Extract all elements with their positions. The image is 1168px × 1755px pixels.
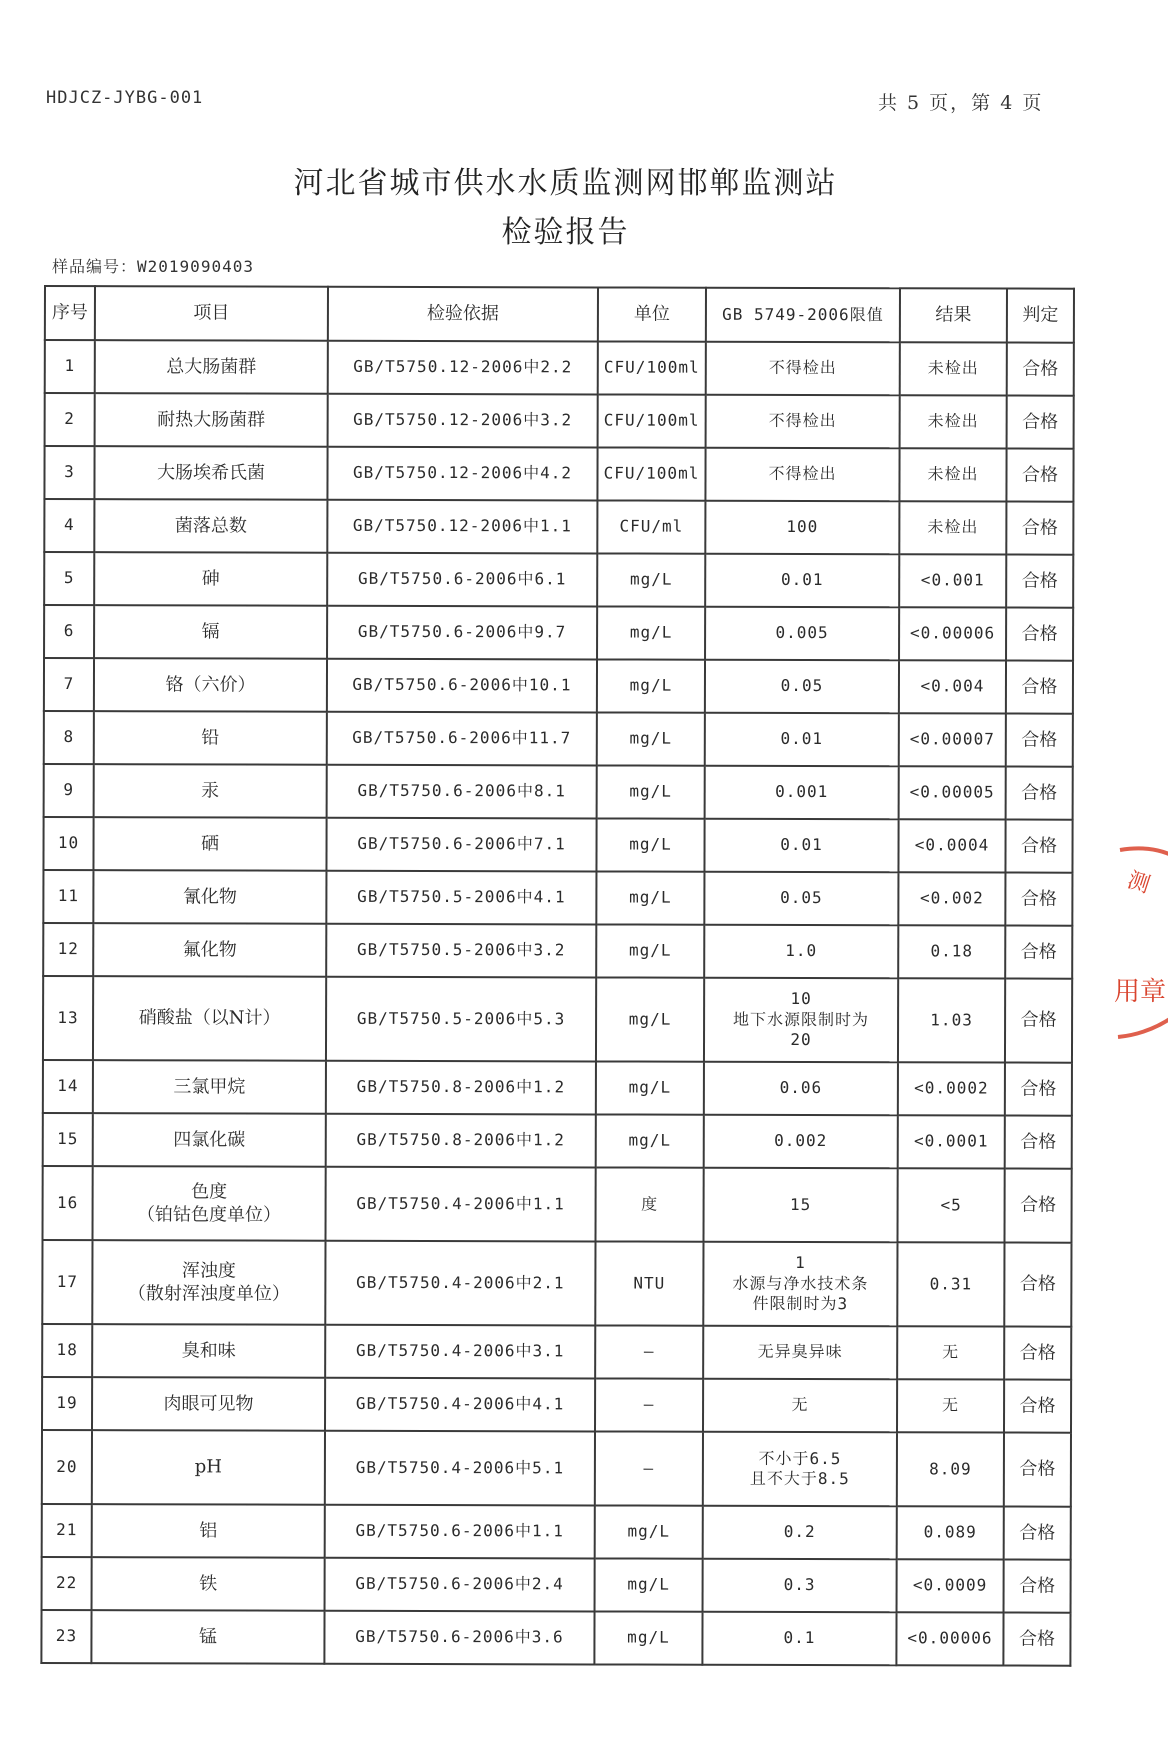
cell-limit-line: 0.3 xyxy=(783,1575,816,1595)
cell-item xyxy=(93,1113,326,1167)
cell-item-line: pH xyxy=(194,1456,223,1478)
cell-result: 无 xyxy=(897,1326,1004,1379)
cell-item-line: 氰化物 xyxy=(182,886,237,908)
cell-item-line: 镉 xyxy=(201,621,220,643)
cell-limit xyxy=(703,1432,897,1507)
cell-verdict: 合格 xyxy=(1005,979,1072,1063)
table-row xyxy=(44,658,1073,714)
cell-verdict: 合格 xyxy=(1006,714,1073,767)
cell-verdict: 合格 xyxy=(1004,1433,1071,1507)
cell-unit: mg/L xyxy=(597,606,705,659)
cell-item-line: 浑浊度 xyxy=(181,1260,236,1282)
seal-text-top: 测 xyxy=(1124,867,1153,899)
col-header-unit: 单位 xyxy=(598,287,706,341)
cell-limit xyxy=(705,607,899,661)
sample-number xyxy=(52,254,254,277)
cell-item-line: 臭和味 xyxy=(181,1340,236,1362)
cell-unit: mg/L xyxy=(597,712,705,765)
cell-result: <0.00006 xyxy=(899,607,1006,660)
cell-verdict: 合格 xyxy=(1006,449,1073,502)
cell-verdict: 合格 xyxy=(1004,1327,1071,1380)
cell-basis: GB/T5750.6-2006中9.7 xyxy=(327,606,597,660)
cell-result: 无 xyxy=(897,1379,1004,1432)
official-seal xyxy=(1110,832,1168,1052)
cell-no: 20 xyxy=(42,1430,92,1504)
cell-verdict: 合格 xyxy=(1005,1116,1072,1169)
cell-verdict: 合格 xyxy=(1004,1380,1071,1433)
cell-limit xyxy=(704,978,898,1063)
cell-item-line: 氟化物 xyxy=(182,939,237,961)
cell-verdict: 合格 xyxy=(1006,555,1073,608)
cell-result: 0.089 xyxy=(897,1506,1004,1559)
cell-limit-line: 不得检出 xyxy=(768,464,837,484)
cell-basis: GB/T5750.12-2006中2.2 xyxy=(328,341,598,395)
cell-no: 21 xyxy=(42,1504,92,1557)
table-row xyxy=(41,1610,1070,1666)
cell-basis: GB/T5750.5-2006中4.1 xyxy=(326,871,596,925)
cell-result: <0.004 xyxy=(899,660,1006,713)
cell-result: <0.00007 xyxy=(899,713,1006,766)
cell-no: 19 xyxy=(42,1377,92,1430)
cell-basis: GB/T5750.4-2006中3.1 xyxy=(325,1325,595,1379)
cell-limit-line: 0.01 xyxy=(780,835,823,855)
cell-limit-line: 且不大于8.5 xyxy=(749,1468,850,1489)
cell-no: 18 xyxy=(42,1324,92,1377)
table-row xyxy=(44,552,1073,608)
col-header-no: 序号 xyxy=(45,286,95,340)
cell-limit xyxy=(704,1062,898,1116)
doc-code: HDJCZ-JYBG-001 xyxy=(46,88,204,108)
cell-no: 22 xyxy=(42,1557,92,1610)
cell-limit-line: 0.1 xyxy=(783,1628,816,1648)
col-header-result: 结果 xyxy=(900,288,1007,342)
results-table xyxy=(40,285,1075,1667)
cell-result: <5 xyxy=(897,1168,1004,1242)
cell-no: 17 xyxy=(42,1240,92,1324)
cell-item-line: 铅 xyxy=(201,727,220,749)
cell-unit: CFU/ml xyxy=(597,500,705,553)
cell-verdict: 合格 xyxy=(1006,661,1073,714)
table-row xyxy=(45,340,1074,396)
cell-basis: GB/T5750.6-2006中1.1 xyxy=(325,1505,595,1559)
table-header-row xyxy=(45,286,1074,343)
cell-unit: — xyxy=(595,1378,703,1431)
cell-result: <0.00006 xyxy=(896,1612,1003,1665)
cell-no: 7 xyxy=(44,658,94,711)
cell-no: 23 xyxy=(41,1610,91,1663)
cell-basis: GB/T5750.12-2006中1.1 xyxy=(327,500,597,554)
cell-item-line: 砷 xyxy=(201,568,220,590)
cell-result: <0.0002 xyxy=(898,1062,1005,1115)
cell-no: 16 xyxy=(42,1166,92,1240)
cell-item-line: 大肠埃希氏菌 xyxy=(156,462,266,484)
cell-limit-line: 0.05 xyxy=(780,888,823,908)
cell-no: 8 xyxy=(44,711,94,764)
cell-result: <0.002 xyxy=(898,872,1005,925)
cell-no: 2 xyxy=(45,393,95,446)
table-row xyxy=(42,1557,1071,1613)
seal-text-bottom: 用章 xyxy=(1114,977,1167,1007)
cell-limit xyxy=(704,872,898,926)
cell-item xyxy=(94,764,327,818)
cell-item-line: 四氯化碳 xyxy=(173,1129,246,1151)
cell-basis: GB/T5750.6-2006中3.6 xyxy=(324,1611,594,1665)
cell-basis: GB/T5750.6-2006中6.1 xyxy=(327,553,597,607)
cell-limit-line: 0.01 xyxy=(780,729,824,749)
cell-limit-line: 0.01 xyxy=(780,570,824,590)
cell-item xyxy=(93,1060,326,1114)
cell-limit-line: 0.005 xyxy=(775,623,829,643)
cell-item-line: 铝 xyxy=(199,1520,218,1542)
cell-result: 8.09 xyxy=(897,1432,1004,1506)
cell-result: 0.18 xyxy=(898,925,1005,978)
cell-verdict: 合格 xyxy=(1005,1063,1072,1116)
table-row xyxy=(43,870,1072,926)
cell-basis: GB/T5750.6-2006中11.7 xyxy=(327,712,597,766)
table-row xyxy=(42,1377,1071,1433)
cell-item-line: 铬（六价） xyxy=(165,674,256,696)
report-title: 河北省城市供水水质监测网邯郸监测站 xyxy=(293,166,838,201)
cell-unit: mg/L xyxy=(596,871,704,924)
sample-number-label: 样品编号： xyxy=(52,257,138,276)
cell-limit-line: 100 xyxy=(786,517,819,537)
cell-unit: mg/L xyxy=(596,924,704,977)
cell-unit: — xyxy=(595,1325,703,1378)
cell-item-line: 锰 xyxy=(198,1626,217,1648)
cell-verdict: 合格 xyxy=(1005,926,1072,979)
col-header-verdict: 判定 xyxy=(1007,289,1074,343)
cell-verdict: 合格 xyxy=(1006,502,1073,555)
table-row xyxy=(43,1060,1072,1116)
cell-limit-line: 不得检出 xyxy=(768,358,837,378)
cell-no: 11 xyxy=(43,870,93,923)
cell-limit-line: 无 xyxy=(791,1395,809,1415)
cell-item xyxy=(92,1557,325,1611)
cell-basis: GB/T5750.5-2006中3.2 xyxy=(326,924,596,978)
cell-limit xyxy=(703,1168,897,1243)
cell-unit: mg/L xyxy=(597,765,705,818)
cell-basis: GB/T5750.12-2006中3.2 xyxy=(328,394,598,448)
cell-result: <0.0004 xyxy=(898,819,1005,872)
sample-number-value: W2019090403 xyxy=(137,257,254,276)
cell-limit-line: 无异臭异味 xyxy=(757,1342,843,1362)
cell-item-line: 总大肠菌群 xyxy=(166,356,257,378)
cell-limit-line: 件限制时为3 xyxy=(752,1294,849,1314)
cell-unit: mg/L xyxy=(596,977,704,1061)
cell-result: 未检出 xyxy=(900,395,1007,448)
table-row xyxy=(45,393,1074,449)
cell-limit-line: 0.05 xyxy=(780,676,824,696)
report-subtitle: 检验报告 xyxy=(501,215,630,250)
cell-item-line: 耐热大肠菌群 xyxy=(157,409,266,431)
cell-unit: CFU/100ml xyxy=(597,447,705,500)
cell-basis: GB/T5750.12-2006中4.2 xyxy=(327,447,597,501)
cell-result: 未检出 xyxy=(899,501,1006,554)
table-row xyxy=(44,711,1073,767)
table-row xyxy=(44,446,1073,502)
cell-limit-line: 15 xyxy=(789,1194,812,1214)
cell-basis: GB/T5750.6-2006中7.1 xyxy=(326,818,596,872)
table-row xyxy=(44,764,1073,820)
cell-item xyxy=(94,552,327,606)
cell-basis: GB/T5750.4-2006中1.1 xyxy=(325,1167,595,1242)
cell-item-line: 菌落总数 xyxy=(174,515,247,537)
cell-verdict: 合格 xyxy=(1007,396,1074,449)
cell-limit-line: 0.2 xyxy=(783,1522,816,1542)
cell-result: 0.31 xyxy=(897,1242,1004,1326)
table-row xyxy=(43,1113,1072,1169)
cell-unit: — xyxy=(595,1431,703,1505)
cell-item xyxy=(93,817,326,871)
cell-limit-line: 水源与净水技术条 xyxy=(732,1273,869,1293)
cell-limit-line: 10 xyxy=(790,989,812,1009)
table-row xyxy=(43,976,1072,1063)
cell-unit: NTU xyxy=(595,1241,703,1325)
cell-item-line: 三氯甲烷 xyxy=(173,1076,246,1098)
cell-unit: mg/L xyxy=(597,553,705,606)
table-row xyxy=(42,1324,1071,1380)
cell-basis: GB/T5750.5-2006中5.3 xyxy=(326,977,596,1062)
cell-item xyxy=(91,1610,324,1664)
cell-item xyxy=(93,870,326,924)
col-header-limit: GB 5749-2006限值 xyxy=(706,288,900,343)
cell-no: 3 xyxy=(44,446,94,499)
table-row xyxy=(44,499,1073,555)
cell-limit xyxy=(705,766,899,820)
cell-result: 未检出 xyxy=(899,448,1006,501)
cell-limit xyxy=(702,1612,896,1666)
cell-item xyxy=(94,499,327,553)
cell-limit-line: 1 xyxy=(795,1253,806,1273)
cell-item xyxy=(94,605,327,659)
cell-verdict: 合格 xyxy=(1006,608,1073,661)
table-row xyxy=(42,1430,1071,1507)
cell-item-line: （散射浑浊度单位） xyxy=(127,1283,290,1305)
cell-limit xyxy=(703,1379,897,1433)
cell-item xyxy=(93,976,326,1061)
cell-item xyxy=(94,658,327,712)
cell-result: 未检出 xyxy=(900,342,1007,395)
cell-verdict: 合格 xyxy=(1003,1613,1070,1666)
cell-no: 1 xyxy=(45,340,95,393)
cell-item xyxy=(92,1430,325,1505)
table-row xyxy=(43,923,1072,979)
cell-unit: mg/L xyxy=(596,818,704,871)
cell-item xyxy=(92,1377,325,1431)
cell-unit: CFU/100ml xyxy=(598,394,706,447)
cell-item xyxy=(92,1324,325,1378)
cell-verdict: 合格 xyxy=(1007,343,1074,396)
cell-limit xyxy=(704,1115,898,1169)
cell-unit: CFU/100ml xyxy=(598,341,706,394)
cell-item xyxy=(92,1240,325,1325)
cell-basis: GB/T5750.6-2006中10.1 xyxy=(327,659,597,713)
cell-basis: GB/T5750.4-2006中5.1 xyxy=(325,1431,595,1506)
cell-verdict: 合格 xyxy=(1004,1507,1071,1560)
cell-limit-line: 不得检出 xyxy=(768,411,837,431)
cell-unit: mg/L xyxy=(594,1611,702,1664)
cell-no: 9 xyxy=(44,764,94,817)
cell-no: 15 xyxy=(43,1113,93,1166)
cell-result: <0.001 xyxy=(899,554,1006,607)
cell-result: <0.0001 xyxy=(898,1115,1005,1168)
col-header-basis: 检验依据 xyxy=(328,287,598,342)
cell-no: 6 xyxy=(44,605,94,658)
cell-limit xyxy=(703,1559,897,1613)
cell-unit: mg/L xyxy=(596,1114,704,1167)
cell-verdict: 合格 xyxy=(1004,1169,1071,1243)
cell-limit-line: 不小于6.5 xyxy=(758,1448,842,1468)
cell-item xyxy=(92,1166,325,1241)
cell-item-line: 肉眼可见物 xyxy=(163,1393,254,1415)
cell-unit: 度 xyxy=(595,1167,703,1241)
cell-item-line: 铁 xyxy=(199,1573,218,1595)
cell-unit: mg/L xyxy=(595,1558,703,1611)
cell-limit-line: 20 xyxy=(790,1030,812,1050)
cell-item xyxy=(92,1504,325,1558)
cell-limit-line: 0.06 xyxy=(779,1078,823,1098)
cell-no: 4 xyxy=(44,499,94,552)
table-row xyxy=(44,605,1073,661)
cell-limit-line: 地下水源限制时为 xyxy=(733,1009,870,1029)
cell-limit xyxy=(705,554,899,608)
cell-item xyxy=(95,340,328,394)
cell-unit: mg/L xyxy=(595,1505,703,1558)
cell-verdict: 合格 xyxy=(1006,767,1073,820)
cell-item-line: 色度 xyxy=(191,1181,228,1203)
cell-basis: GB/T5750.4-2006中2.1 xyxy=(325,1241,595,1326)
cell-item-line: 汞 xyxy=(201,780,220,802)
cell-verdict: 合格 xyxy=(1005,873,1072,926)
cell-no: 12 xyxy=(43,923,93,976)
cell-basis: GB/T5750.6-2006中2.4 xyxy=(325,1558,595,1612)
cell-item xyxy=(94,711,327,765)
cell-limit xyxy=(704,925,898,979)
cell-result: <0.0009 xyxy=(897,1559,1004,1612)
cell-basis: GB/T5750.8-2006中1.2 xyxy=(326,1114,596,1168)
cell-verdict: 合格 xyxy=(1005,820,1072,873)
cell-item xyxy=(93,923,326,977)
cell-unit: mg/L xyxy=(596,1061,704,1114)
cell-verdict: 合格 xyxy=(1004,1243,1071,1327)
cell-limit xyxy=(705,713,899,767)
cell-basis: GB/T5750.4-2006中4.1 xyxy=(325,1378,595,1432)
cell-result: 1.03 xyxy=(898,978,1005,1062)
cell-limit xyxy=(703,1242,897,1327)
cell-limit xyxy=(703,1326,897,1380)
cell-basis: GB/T5750.8-2006中1.2 xyxy=(326,1061,596,1115)
cell-limit xyxy=(703,1506,897,1560)
cell-limit xyxy=(706,395,900,449)
cell-limit-line: 0.001 xyxy=(775,782,829,802)
cell-item-line: 硝酸盐（以N计） xyxy=(138,1007,281,1030)
cell-limit xyxy=(705,448,899,502)
cell-verdict: 合格 xyxy=(1004,1560,1071,1613)
cell-no: 13 xyxy=(43,976,93,1060)
cell-limit xyxy=(705,660,899,714)
cell-no: 5 xyxy=(44,552,94,605)
cell-item xyxy=(95,393,328,447)
table-body xyxy=(41,340,1073,1666)
cell-basis: GB/T5750.6-2006中8.1 xyxy=(327,765,597,819)
cell-limit xyxy=(706,342,900,396)
cell-limit xyxy=(704,819,898,873)
page-info: 共 5 页，第 4 页 xyxy=(878,92,1044,114)
cell-item-line: 硒 xyxy=(201,833,220,855)
cell-item xyxy=(94,446,327,500)
cell-unit: mg/L xyxy=(597,659,705,712)
cell-limit-line: 0.002 xyxy=(774,1131,828,1151)
cell-limit-line: 1.0 xyxy=(785,941,818,961)
table-row xyxy=(42,1504,1071,1560)
table-row xyxy=(43,817,1072,873)
col-header-item: 项目 xyxy=(95,286,328,341)
cell-no: 14 xyxy=(43,1060,93,1113)
table-row xyxy=(42,1166,1071,1243)
cell-item-line: （铂钴色度单位） xyxy=(137,1204,282,1226)
table-row xyxy=(42,1240,1071,1327)
cell-result: <0.00005 xyxy=(899,766,1006,819)
cell-no: 10 xyxy=(43,817,93,870)
cell-limit xyxy=(705,501,899,555)
